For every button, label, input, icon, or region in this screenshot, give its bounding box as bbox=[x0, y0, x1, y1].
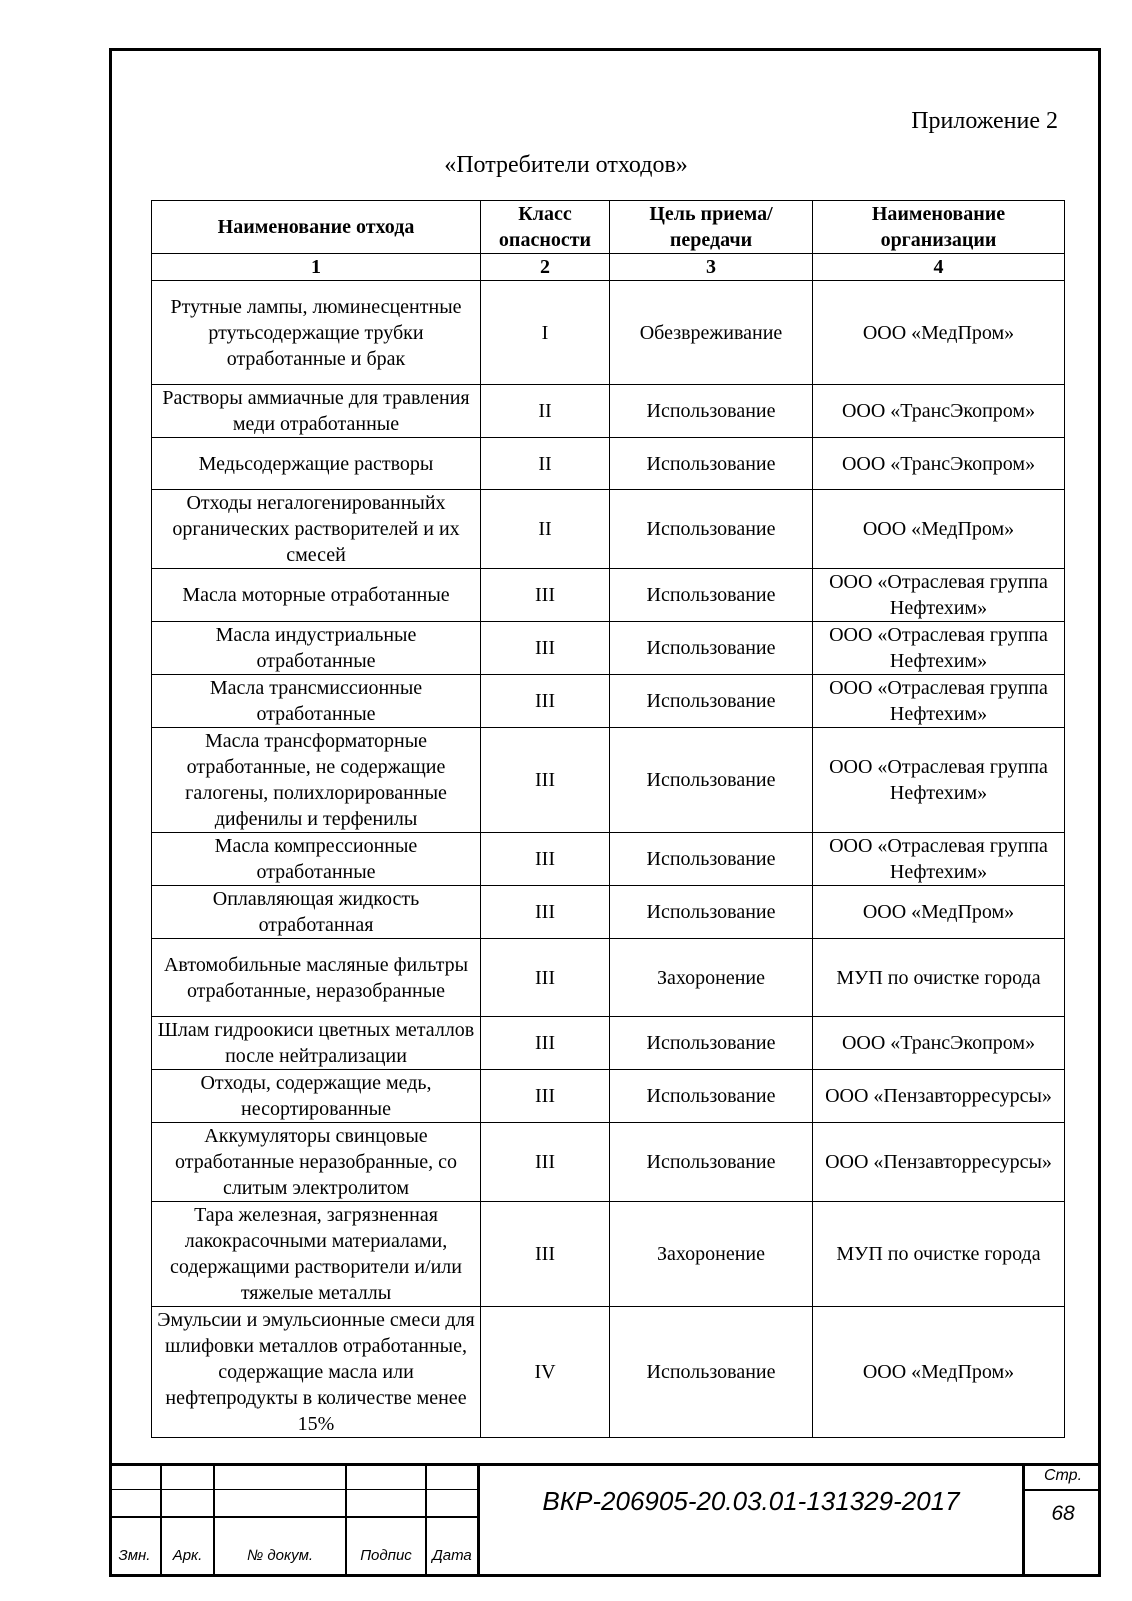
waste-name-cell: Медьсодержащие растворы bbox=[152, 438, 481, 490]
hazard-class-cell: II bbox=[481, 385, 610, 438]
purpose-cell: Использование bbox=[610, 728, 813, 833]
table-row bbox=[152, 1307, 1065, 1438]
purpose-cell: Обезвреживание bbox=[610, 281, 813, 385]
waste-name-cell: Тара железная, загрязненная лакокрасочными материалами, содержащими растворители и/или тяжелые металлы bbox=[152, 1202, 481, 1307]
hazard-class-cell: IV bbox=[481, 1307, 610, 1438]
hazard-class-cell: III bbox=[481, 675, 610, 728]
waste-name-cell: Масла компрессионные отработанные bbox=[152, 833, 481, 886]
organization-cell: ООО «Пензавторресурсы» bbox=[813, 1070, 1065, 1123]
stamp-label-date: Дата bbox=[432, 1547, 472, 1564]
table-row bbox=[152, 490, 1065, 569]
purpose-cell: Использование bbox=[610, 1123, 813, 1202]
organization-cell: МУП по очистке города bbox=[813, 1202, 1065, 1307]
stamp-label-sheet: Арк. bbox=[172, 1547, 203, 1564]
purpose-cell: Использование bbox=[610, 1070, 813, 1123]
purpose-cell: Использование bbox=[610, 490, 813, 569]
header-organization: Наименование организации bbox=[813, 201, 1065, 254]
organization-cell: ООО «МедПром» bbox=[813, 886, 1065, 939]
document-code: ВКР-206905-20.03.01-131329-2017 bbox=[542, 1486, 960, 1516]
table-row bbox=[152, 1070, 1065, 1123]
stamp-line bbox=[1022, 1489, 1101, 1491]
waste-name-cell: Автомобильные масляные фильтры отработанные, неразобранные bbox=[152, 939, 481, 1017]
waste-name-cell: Аккумуляторы свинцовые отработанные неразобранные, со слитым электролитом bbox=[152, 1123, 481, 1202]
purpose-cell: Использование bbox=[610, 833, 813, 886]
table-row bbox=[152, 886, 1065, 939]
stamp-label-signature: Подпис bbox=[360, 1547, 412, 1564]
hazard-class-cell: III bbox=[481, 622, 610, 675]
page-label: Стр. bbox=[1043, 1467, 1083, 1484]
table-row bbox=[152, 1017, 1065, 1070]
column-number: 2 bbox=[481, 254, 610, 281]
stamp-label-change: Змн. bbox=[118, 1547, 151, 1564]
column-number: 1 bbox=[152, 254, 481, 281]
stamp-line bbox=[109, 1516, 479, 1518]
hazard-class-cell: III bbox=[481, 939, 610, 1017]
table-row bbox=[152, 385, 1065, 438]
purpose-cell: Захоронение bbox=[610, 939, 813, 1017]
table-row bbox=[152, 675, 1065, 728]
waste-name-cell: Масла индустриальные отработанные bbox=[152, 622, 481, 675]
waste-name-cell: Оплавляющая жидкость отработанная bbox=[152, 886, 481, 939]
organization-cell: МУП по очистке города bbox=[813, 939, 1065, 1017]
hazard-class-cell: III bbox=[481, 728, 610, 833]
hazard-class-cell: III bbox=[481, 833, 610, 886]
organization-cell: ООО «Отраслевая группа Нефтехим» bbox=[813, 675, 1065, 728]
column-number: 3 bbox=[610, 254, 813, 281]
table-row bbox=[152, 438, 1065, 490]
page-number: 68 bbox=[1051, 1502, 1075, 1525]
purpose-cell: Использование bbox=[610, 1307, 813, 1438]
organization-cell: ООО «Отраслевая группа Нефтехим» bbox=[813, 569, 1065, 622]
waste-name-cell: Растворы аммиачные для травления меди отработанные bbox=[152, 385, 481, 438]
waste-name-cell: Ртутные лампы, люминесцентные ртутьсодержащие трубки отработанные и брак bbox=[152, 281, 481, 385]
organization-cell: ООО «МедПром» bbox=[813, 490, 1065, 569]
organization-cell: ООО «МедПром» bbox=[813, 1307, 1065, 1438]
hazard-class-cell: II bbox=[481, 438, 610, 490]
table-row bbox=[152, 939, 1065, 1017]
appendix-label: Приложение 2 bbox=[911, 108, 1058, 134]
table-row bbox=[152, 569, 1065, 622]
purpose-cell: Использование bbox=[610, 438, 813, 490]
organization-cell: ООО «Отраслевая группа Нефтехим» bbox=[813, 833, 1065, 886]
table-row bbox=[152, 281, 1065, 385]
purpose-cell: Использование bbox=[610, 622, 813, 675]
organization-cell: ООО «МедПром» bbox=[813, 281, 1065, 385]
purpose-cell: Использование bbox=[610, 385, 813, 438]
hazard-class-cell: I bbox=[481, 281, 610, 385]
header-purpose: Цель приема/передачи bbox=[610, 201, 813, 254]
column-number-row bbox=[152, 254, 1065, 281]
table-row bbox=[152, 622, 1065, 675]
column-number: 4 bbox=[813, 254, 1065, 281]
organization-cell: ООО «Пензавторресурсы» bbox=[813, 1123, 1065, 1202]
stamp-line bbox=[109, 1489, 479, 1490]
purpose-cell: Использование bbox=[610, 569, 813, 622]
header-waste-name: Наименование отхода bbox=[152, 201, 481, 254]
hazard-class-cell: III bbox=[481, 886, 610, 939]
stamp-top-line bbox=[109, 1463, 1101, 1466]
waste-name-cell: Масла трансмиссионные отработанные bbox=[152, 675, 481, 728]
organization-cell: ООО «ТрансЭкопром» bbox=[813, 438, 1065, 490]
stamp-vline bbox=[477, 1463, 480, 1576]
purpose-cell: Захоронение bbox=[610, 1202, 813, 1307]
organization-cell: ООО «Отраслевая группа Нефтехим» bbox=[813, 622, 1065, 675]
waste-name-cell: Отходы негалогенированныйх органических растворителей и их смесей bbox=[152, 490, 481, 569]
hazard-class-cell: III bbox=[481, 1202, 610, 1307]
table-header-row bbox=[152, 201, 1065, 254]
table-body bbox=[152, 281, 1065, 1438]
table-row bbox=[152, 1202, 1065, 1307]
header-hazard-class: Класс опасности bbox=[481, 201, 610, 254]
waste-name-cell: Масла трансформаторные отработанные, не содержащие галогены, полихлорированные дифенилы и терфенилы bbox=[152, 728, 481, 833]
table-row bbox=[152, 1123, 1065, 1202]
organization-cell: ООО «ТрансЭкопром» bbox=[813, 385, 1065, 438]
page-title: «Потребители отходов» bbox=[444, 152, 688, 178]
purpose-cell: Использование bbox=[610, 675, 813, 728]
organization-cell: ООО «ТрансЭкопром» bbox=[813, 1017, 1065, 1070]
stamp-label-doc-number: № докум. bbox=[246, 1547, 314, 1564]
waste-name-cell: Эмульсии и эмульсионные смеси для шлифовки металлов отработанные, содержащие масла или нефтепродукты в количестве менее 15% bbox=[152, 1307, 481, 1438]
waste-name-cell: Масла моторные отработанные bbox=[152, 569, 481, 622]
hazard-class-cell: III bbox=[481, 1123, 610, 1202]
purpose-cell: Использование bbox=[610, 1017, 813, 1070]
table-row bbox=[152, 728, 1065, 833]
waste-consumers-table bbox=[151, 200, 1065, 1438]
organization-cell: ООО «Отраслевая группа Нефтехим» bbox=[813, 728, 1065, 833]
waste-name-cell: Шлам гидроокиси цветных металлов после нейтрализации bbox=[152, 1017, 481, 1070]
hazard-class-cell: III bbox=[481, 569, 610, 622]
waste-name-cell: Отходы, содержащие медь, несортированные bbox=[152, 1070, 481, 1123]
hazard-class-cell: II bbox=[481, 490, 610, 569]
table-row bbox=[152, 833, 1065, 886]
hazard-class-cell: III bbox=[481, 1017, 610, 1070]
purpose-cell: Использование bbox=[610, 886, 813, 939]
hazard-class-cell: III bbox=[481, 1070, 610, 1123]
